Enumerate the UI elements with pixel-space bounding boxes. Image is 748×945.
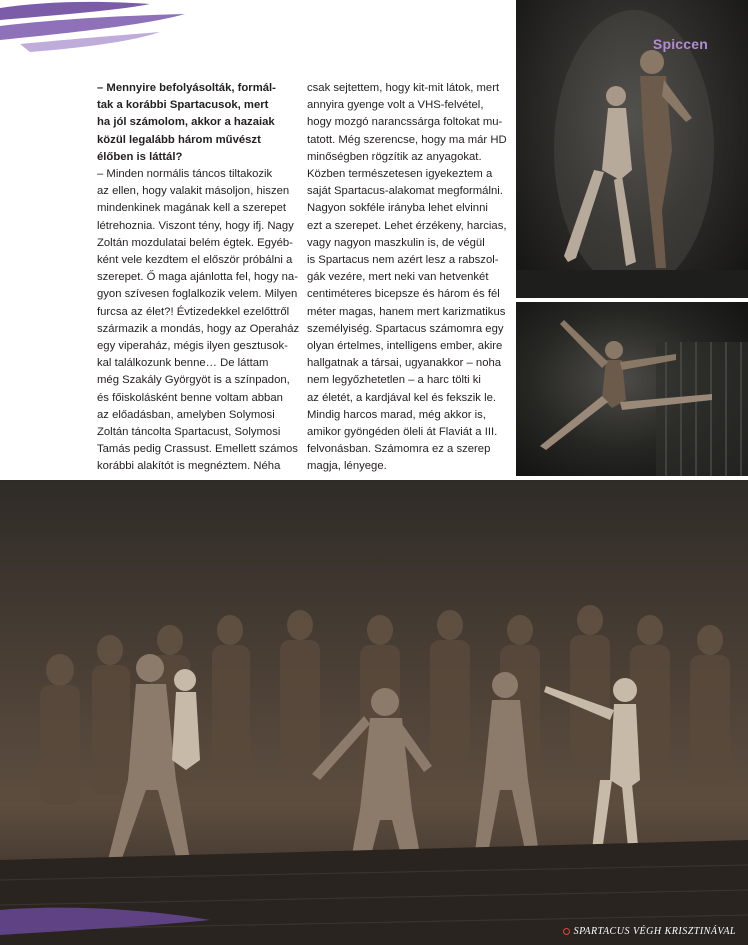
question-line: ha jól számolom, akkor a hazaiak — [97, 116, 275, 129]
duet-dancers-figure — [516, 0, 748, 298]
answer-line: egy viperaház, mégis ilyen gesztusok- — [97, 340, 288, 353]
answer-line: mindenkinek magának kell a szerepet — [97, 202, 287, 215]
photo-credit — [563, 926, 736, 937]
answer-line: méter magas, hanem mert karizmatikus — [307, 305, 506, 318]
ensemble-stage-figure — [0, 480, 748, 945]
interview-question — [97, 80, 302, 166]
answer-line: furcsa az élet?! Évtizedekkel ezelőttről — [97, 305, 290, 318]
section-label: Spiccen — [652, 36, 708, 52]
answer-line: hallgatnak a társai, ugyanakkor – noha — [307, 357, 502, 370]
answer-line: saját Spartacus-alakomat megformálni. — [307, 185, 503, 198]
answer-line: kal találkozunk benne… De láttam — [97, 357, 269, 370]
answer-line: Közben természetesen igyekeztem a — [307, 168, 493, 181]
purple-brush-stroke-icon — [0, 0, 200, 60]
answer-line: ezt a szerepet. Lehet érzékeny, harcias, — [307, 219, 507, 232]
answer-line: minőségben rögzítik az anyagokat. — [307, 150, 482, 163]
answer-line: szerepet. Ő maga ajánlotta fel, hogy na- — [97, 271, 298, 284]
answer-line: vagy nagyon maszkulin is, de végül — [307, 236, 485, 249]
question-line: tak a korábbi Spartacusok, mert — [97, 99, 269, 112]
photo-credit-text: SPARTACUS VÉGH KRISZTINÁVAL — [573, 926, 736, 937]
answer-line: felvonásban. Számomra ez a szerep — [307, 443, 491, 456]
article-column-1 — [97, 80, 302, 476]
photo-ensemble-stage — [0, 480, 748, 945]
photo-duet-dancers — [516, 0, 748, 298]
answer-line: olyan értelmes, intelligens ember, akire — [307, 340, 503, 353]
answer-line: Tamás pedig Crassust. Emellett számos — [97, 443, 298, 456]
answer-line: csak sejtettem, hogy kit-mit látok, mert — [307, 82, 500, 94]
answer-line: Mindig harcos marad, még akkor is, — [307, 408, 486, 421]
leaping-dancer-figure — [516, 302, 748, 476]
answer-line: gyon szívesen foglalkozik velem. Milyen — [97, 288, 298, 301]
photo-leaping-dancer — [516, 302, 748, 476]
answer-line: – Minden normális táncos tiltakozik — [97, 168, 273, 181]
answer-line: ként vele kezdtem el először próbálni a — [97, 254, 293, 267]
answer-line: személyiség. Spartacus számomra egy — [307, 322, 504, 335]
interview-answer — [97, 166, 302, 476]
answer-line: tatott. Még szerencse, hogy ma már HD — [307, 133, 507, 146]
question-line: – Mennyire befolyásolták, formál- — [97, 82, 276, 94]
article-column-2 — [307, 80, 507, 476]
answer-line: is Spartacus nem azért lesz a rabszol- — [307, 254, 499, 267]
answer-line: amikor gyöngéden öleli át Flaviát a III. — [307, 426, 498, 439]
answer-line: az előadásban, amelyben Solymosi — [97, 408, 275, 421]
answer-line: gák vezére, mert neki van hetvenkét — [307, 271, 489, 284]
answer-line: Zoltán mozdulatai belém égtek. Egyéb- — [97, 236, 293, 249]
answer-line: korábbi alakítót is megnéztem. Néha — [97, 460, 281, 473]
answer-line: az életét, a kardjával kel és fekszik le. — [307, 391, 496, 404]
answer-line: az ellen, hogy valakit másoljon, hiszen — [97, 185, 290, 198]
answer-line: Zoltán táncolta Spartacust, Solymosi — [97, 426, 281, 439]
answer-line: centiméteres bicepsze és három és fél — [307, 288, 500, 301]
answer-line: és főiskolásként benne voltam abban — [97, 391, 283, 404]
answer-line: még Szakály Györgyöt is a színpadon, — [97, 374, 290, 387]
answer-line: annyira gyenge volt a VHS-felvétel, — [307, 99, 484, 112]
question-line: közül legalább három művészt — [97, 133, 261, 146]
answer-line: hogy mozgó narancssárga foltokat mu- — [307, 116, 503, 129]
question-line: élőben is láttál? — [97, 150, 183, 163]
answer-line: nem legyőzhetetlen – a harc tölti ki — [307, 374, 481, 387]
answer-line: magja, lényege. — [307, 460, 387, 473]
answer-line: Nagyon sokféle irányba lehet elvinni — [307, 202, 488, 215]
circle-bullet-icon — [563, 928, 570, 935]
answer-line: létrehoznia. Viszont tény, hogy ifj. Nagy — [97, 219, 294, 232]
answer-line: származik a mondás, hogy az Operaház — [97, 322, 300, 335]
